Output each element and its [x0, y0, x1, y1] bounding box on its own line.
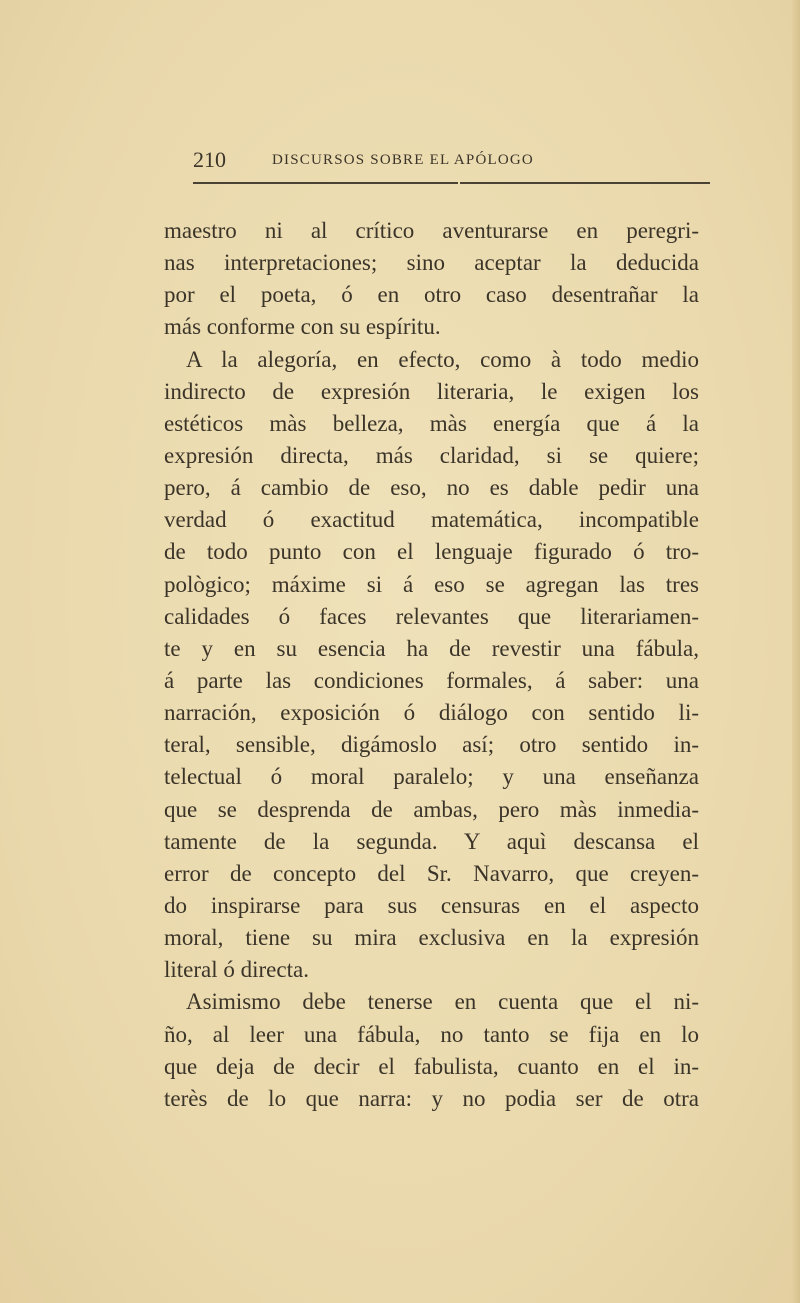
text-line: nas interpretaciones; sino aceptar la deducida — [164, 250, 699, 276]
text-line: más conforme con su espíritu. — [164, 314, 441, 340]
running-title: DISCURSOS SOBRE EL APÓLOGO — [272, 152, 534, 168]
text-line: pològico; máxime si á eso se agregan las tres — [164, 571, 699, 597]
text-line: telectual ó moral paralelo; y una enseñanza — [164, 764, 699, 790]
header-rule — [193, 182, 458, 184]
text-line: por el poeta, ó en otro caso desentrañar la — [164, 282, 699, 308]
text-line: literal ó directa. — [164, 957, 309, 983]
text-line: te y en su esencia ha de revestir una fábula, — [164, 635, 699, 661]
text-line: terès de lo que narra: y no podia ser de otra — [164, 1085, 699, 1111]
page-edge-shadow — [792, 0, 800, 1303]
text-line: ño, al leer una fábula, no tanto se fija en lo — [164, 1021, 699, 1047]
text-line: tamente de la segunda. Y aquì descansa el — [164, 828, 699, 854]
text-line: error de concepto del Sr. Navarro, que creyen- — [164, 860, 699, 886]
header-rule — [460, 182, 710, 184]
text-line: calidades ó faces relevantes que literariamen- — [164, 603, 699, 629]
body-text — [164, 215, 699, 1115]
text-line: do inspirarse para sus censuras en el aspecto — [164, 892, 699, 918]
text-line: A la alegoría, en efecto, como à todo medio — [186, 346, 699, 372]
text-line: estéticos màs belleza, màs energía que á la — [164, 410, 699, 436]
text-line: pero, á cambio de eso, no es dable pedir una — [164, 475, 699, 501]
text-line: narración, exposición ó diálogo con sentido li- — [164, 700, 699, 726]
text-line: moral, tiene su mira exclusiva en la expresión — [164, 925, 699, 951]
text-line: verdad ó exactitud matemática, incompatible — [164, 507, 699, 533]
text-line: de todo punto con el lenguaje figurado ó tro- — [164, 539, 699, 565]
text-line: expresión directa, más claridad, si se quiere; — [164, 442, 699, 468]
text-line: Asimismo debe tenerse en cuenta que el ni- — [186, 989, 699, 1015]
page-number: 210 — [193, 147, 226, 172]
text-line: maestro ni al crítico aventurarse en peregri- — [164, 218, 699, 243]
text-line: que deja de decir el fabulista, cuanto en el in- — [164, 1053, 699, 1079]
text-line: indirecto de expresión literaria, le exigen los — [164, 378, 699, 404]
text-line: á parte las condiciones formales, á saber: una — [164, 667, 699, 693]
text-line: que se desprenda de ambas, pero màs inmedia- — [164, 796, 699, 822]
text-line: teral, sensible, digámoslo así; otro sentido in- — [164, 732, 699, 758]
